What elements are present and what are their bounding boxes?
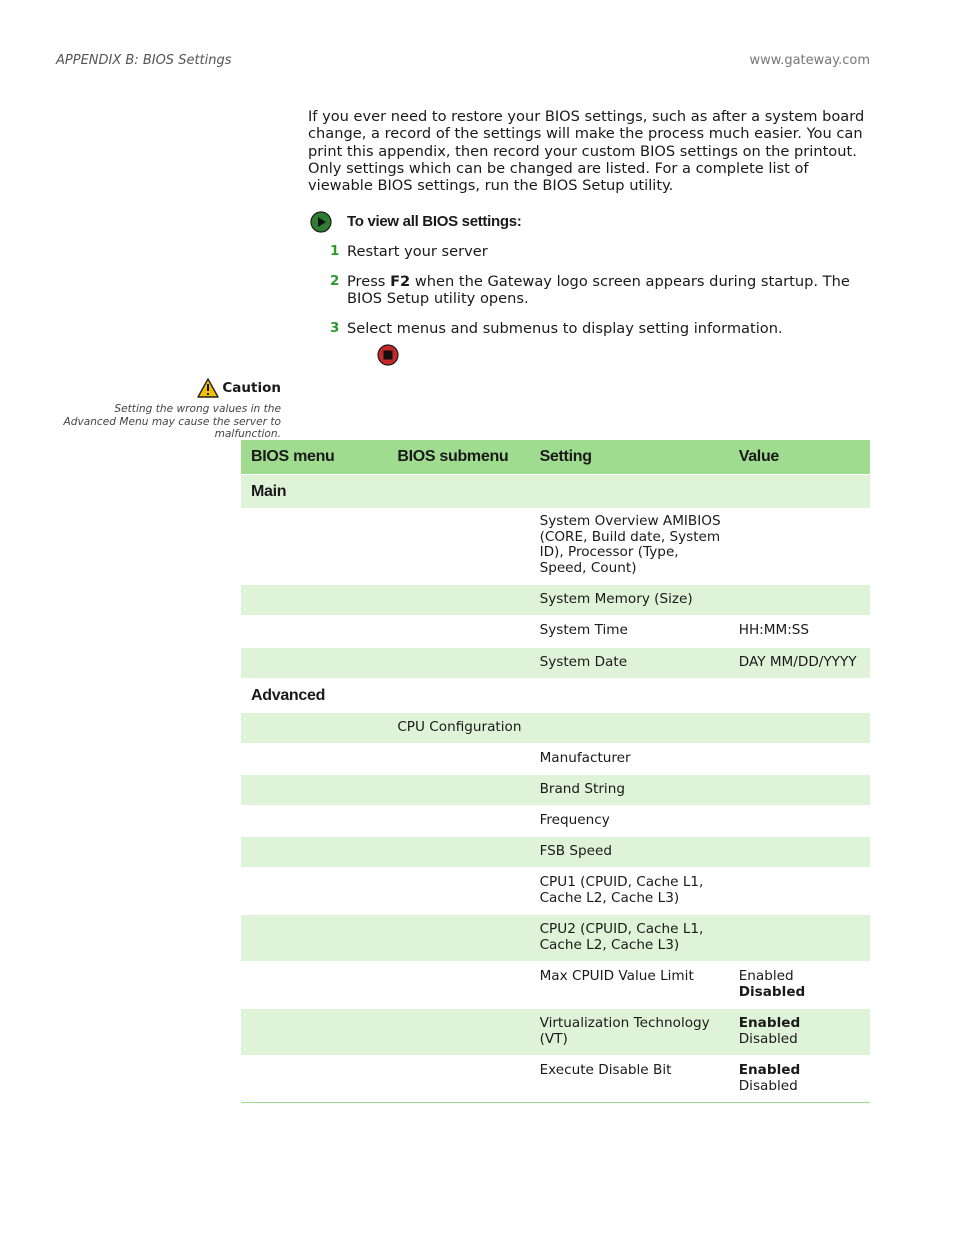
play-icon: [310, 211, 332, 233]
header-setting: Setting: [530, 440, 729, 475]
value-max-cpuid: [729, 962, 870, 1009]
setting-cpu1: CPU1 (CPUID, Cache L1, Cache L2, Cache L3): [530, 868, 729, 915]
setting-execute-disable-bit: Execute Disable Bit: [530, 1056, 729, 1103]
table-row: [241, 585, 870, 616]
table-row: [241, 713, 870, 744]
table-row-advanced: [241, 679, 870, 713]
running-header-right: www.gateway.com: [749, 53, 870, 68]
setting-cpu2: CPU2 (CPUID, Cache L1, Cache L2, Cache L3): [530, 915, 729, 962]
step-text-post: when the Gateway logo screen appears during startup. The BIOS Setup utility opens.: [347, 273, 850, 308]
step-text: Restart your server: [347, 243, 488, 260]
header-bios-submenu: BIOS submenu: [387, 440, 529, 475]
step-text: Select menus and submenus to display setting information.: [347, 320, 783, 337]
caution-label: Caution: [222, 380, 281, 396]
option-enabled: Enabled: [738, 968, 794, 984]
procedure-step-2: [330, 273, 872, 308]
intro-paragraph: If you ever need to restore your BIOS settings, such as after a system board change, a record of the settings will make the process much easier. You can print this appendix, then record your custom BIOS settings on the printout. Only settings which can be changed are listed. For a complete list of viewable BIOS settings, run the BIOS Setup utility.: [308, 108, 865, 195]
option-enabled-default: Enabled: [738, 1062, 801, 1078]
procedure-step-3: [330, 320, 872, 337]
table-header-row: [241, 440, 870, 475]
table-row: [241, 616, 870, 648]
step-number: 2: [330, 273, 340, 289]
step-number: 3: [330, 320, 340, 336]
option-disabled: Disabled: [738, 1077, 798, 1094]
table-row: [241, 962, 870, 1009]
warning-icon: [197, 378, 219, 398]
table-row: [241, 1056, 870, 1103]
option-enabled-default: Enabled: [738, 1015, 801, 1031]
submenu-cpu-configuration: CPU Configuration: [387, 713, 529, 744]
setting-frequency: Frequency: [530, 806, 729, 837]
table-row: [241, 915, 870, 962]
step-text-pre: Press: [347, 273, 391, 290]
stop-icon: [377, 344, 399, 366]
option-disabled-default: Disabled: [738, 983, 806, 1000]
option-disabled: Disabled: [738, 1030, 798, 1047]
setting-virtualization-technology: Virtualization Technology (VT): [530, 1009, 729, 1056]
procedure-title: To view all BIOS settings:: [347, 213, 522, 230]
value-execute-disable-bit: [729, 1056, 870, 1103]
value-system-time: HH:MM:SS: [729, 616, 870, 648]
section-main: Main: [241, 475, 387, 509]
bios-settings-table: [241, 440, 870, 1103]
table-row: [241, 806, 870, 837]
procedure-step-1: [330, 243, 872, 260]
setting-system-time: System Time: [530, 616, 729, 648]
table-row: [241, 868, 870, 915]
header-value: Value: [729, 440, 870, 475]
table-row: [241, 775, 870, 806]
table-row-main: [241, 475, 870, 509]
setting-system-memory: System Memory (Size): [530, 585, 729, 616]
section-advanced: Advanced: [241, 679, 387, 713]
setting-fsb-speed: FSB Speed: [530, 837, 729, 868]
header-bios-menu: BIOS menu: [241, 440, 387, 475]
step-number: 1: [330, 243, 340, 259]
setting-brand-string: Brand String: [530, 775, 729, 806]
table-row: [241, 509, 870, 585]
value-virtualization-technology: [729, 1009, 870, 1056]
running-header-left: APPENDIX B: BIOS Settings: [56, 53, 232, 68]
value-system-date: DAY MM/DD/YYYY: [729, 648, 870, 679]
setting-system-date: System Date: [530, 648, 729, 679]
table-row: [241, 744, 870, 775]
caution-note: [60, 378, 281, 441]
key-f2: F2: [390, 273, 411, 290]
caution-heading: [197, 378, 281, 398]
setting-manufacturer: Manufacturer: [530, 744, 729, 775]
setting-system-overview: System Overview AMIBIOS (CORE, Build date, System ID), Processor (Type, Speed, Count): [530, 509, 729, 585]
table-row: [241, 1009, 870, 1056]
setting-max-cpuid: Max CPUID Value Limit: [530, 962, 729, 1009]
table-row: [241, 837, 870, 868]
caution-text: Setting the wrong values in the Advanced Menu may cause the server to malfunction.: [63, 403, 281, 441]
table-row: [241, 648, 870, 679]
